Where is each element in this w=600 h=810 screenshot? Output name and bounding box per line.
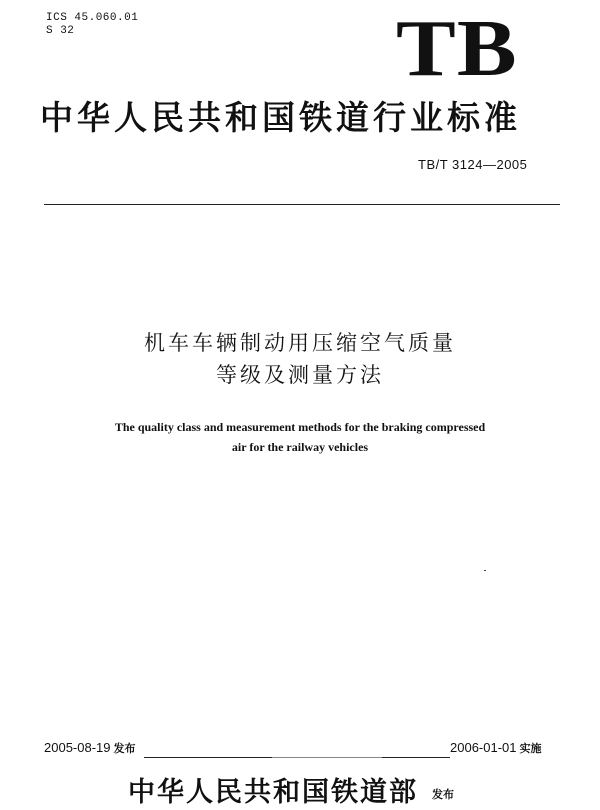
issue-date: [44, 740, 136, 757]
footer-divider-right: [382, 757, 450, 758]
implementation-date: [450, 740, 542, 757]
header-divider: [44, 204, 560, 205]
english-title-line-2: air for the railway vehicles: [231, 440, 369, 454]
chinese-title-line-2: 等级及测量方法: [216, 363, 384, 387]
footer-divider-middle: [272, 757, 382, 758]
ics-code: ICS 45.060.01: [46, 12, 139, 24]
standard-number: TB/T 3124—2005: [418, 157, 528, 172]
ccs-code: S 32: [46, 25, 75, 37]
standard-category-title: 中华人民共和国铁道行业标准: [40, 98, 521, 137]
issue-date-label: 发布: [113, 742, 136, 755]
implementation-date-label: 实施: [519, 742, 542, 755]
english-title-line-1: The quality class and measurement methods for the braking compressed: [114, 420, 486, 434]
scan-speck: [484, 570, 486, 571]
footer-divider-left: [144, 757, 272, 758]
chinese-title-line-1: 机车车辆制动用压缩空气质量: [144, 331, 456, 355]
tb-logo: TB: [396, 5, 518, 93]
issue-date-value: 2005-08-19: [44, 740, 111, 755]
issuing-authority: 中华人民共和国铁道部: [128, 777, 418, 808]
implementation-date-value: 2006-01-01: [450, 740, 517, 755]
issuing-authority-label: 发布: [432, 788, 454, 801]
